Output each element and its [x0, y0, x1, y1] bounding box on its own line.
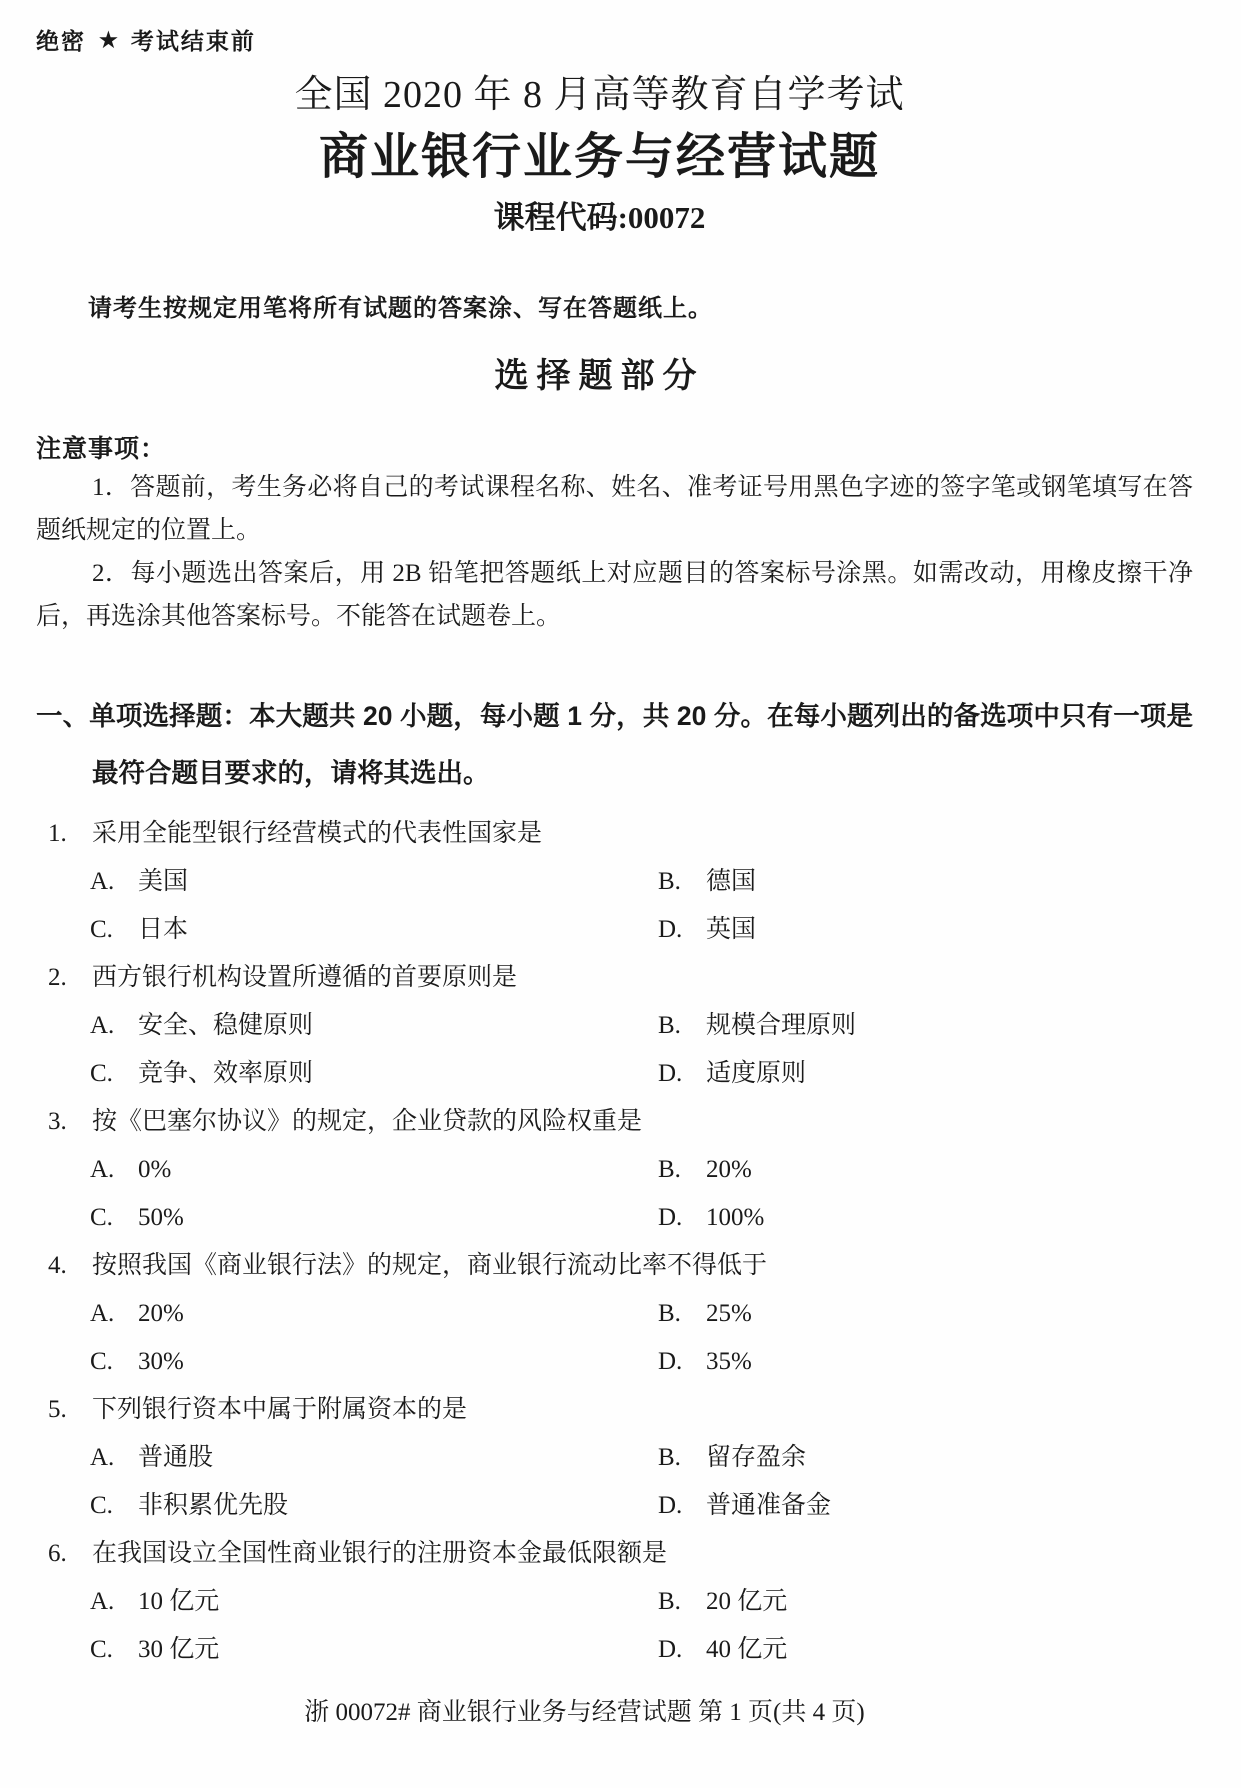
option-label: D.	[658, 1636, 683, 1663]
notice-item-2: 2．每小题选出答案后，用 2B 铅笔把答题纸上对应题目的答案标号涂黑。如需改动，用橡皮擦干净后，再选涂其他答案标号。不能答在试题卷上。	[36, 560, 1193, 630]
option-b	[658, 1578, 1193, 1626]
exam-title: 全国 2020 年 8 月高等教育自学考试	[294, 74, 905, 116]
option-text: 留存盈余	[706, 1444, 807, 1471]
classification-prefix: 绝密	[36, 28, 86, 54]
option-text: 35%	[706, 1348, 752, 1375]
option-label: C.	[90, 1636, 113, 1663]
option-text: 美国	[138, 868, 189, 895]
option-text: 0%	[138, 1156, 172, 1183]
question-text: 按照我国《商业银行法》的规定，商业银行流动比率不得低于	[92, 1252, 768, 1279]
classification-suffix: 考试结束前	[130, 28, 256, 54]
question-2	[36, 954, 1193, 1098]
option-d	[658, 1338, 1193, 1386]
course-code: 课程代码:00072	[493, 200, 706, 235]
option-text: 德国	[706, 868, 757, 895]
question-text-line	[48, 954, 1193, 1002]
option-b	[658, 1002, 1193, 1050]
page-footer: 浙 00072# 商业银行业务与经营试题 第 1 页(共 4 页)	[304, 1699, 865, 1726]
option-label: B.	[658, 1156, 681, 1183]
option-c	[90, 1338, 658, 1386]
option-c	[90, 1194, 658, 1242]
option-label: A.	[90, 1012, 115, 1039]
option-label: D.	[658, 916, 683, 943]
option-label: D.	[658, 1492, 683, 1519]
question-6	[36, 1530, 1193, 1674]
option-label: D.	[658, 1348, 683, 1375]
options-grid	[90, 858, 1193, 954]
option-text: 规模合理原则	[706, 1012, 857, 1039]
paper-title: 商业银行业务与经营试题	[318, 130, 880, 184]
question-text: 下列银行资本中属于附属资本的是	[92, 1396, 468, 1423]
options-grid	[90, 1434, 1193, 1530]
option-label: C.	[90, 1204, 113, 1231]
option-c	[90, 906, 658, 954]
option-label: C.	[90, 916, 113, 943]
question-number: 1.	[48, 820, 67, 847]
classification-banner	[36, 26, 1193, 56]
option-text: 安全、稳健原则	[138, 1012, 314, 1039]
question-number: 6.	[48, 1540, 67, 1567]
option-label: A.	[90, 868, 115, 895]
question-text-line	[48, 810, 1193, 858]
option-label: D.	[658, 1060, 683, 1087]
options-grid	[90, 1578, 1193, 1674]
option-text: 英国	[706, 916, 757, 943]
question-text: 在我国设立全国性商业银行的注册资本金最低限额是	[92, 1540, 668, 1567]
option-text: 非积累优先股	[138, 1492, 289, 1519]
option-text: 适度原则	[706, 1060, 807, 1087]
option-text: 20%	[138, 1300, 184, 1327]
question-4	[36, 1242, 1193, 1386]
option-text: 30%	[138, 1348, 184, 1375]
question-text-line	[48, 1098, 1193, 1146]
question-text: 按《巴塞尔协议》的规定，企业贷款的风险权重是	[92, 1108, 643, 1135]
question-text-line	[48, 1386, 1193, 1434]
option-text: 40 亿元	[706, 1636, 788, 1663]
option-a	[90, 1578, 658, 1626]
question-number: 2.	[48, 964, 67, 991]
answer-instruction: 请考生按规定用笔将所有试题的答案涂、写在答题纸上。	[88, 295, 713, 322]
option-d	[658, 1482, 1193, 1530]
notice-item-1: 1．答题前，考生务必将自己的考试课程名称、姓名、准考证号用黑色字迹的签字笔或钢笔填写在答题纸规定的位置上。	[36, 474, 1193, 544]
section-title: 选择题部分	[494, 357, 705, 395]
option-label: B.	[658, 1588, 681, 1615]
option-label: A.	[90, 1588, 115, 1615]
option-a	[90, 858, 658, 906]
option-d	[658, 906, 1193, 954]
question-text: 西方银行机构设置所遵循的首要原则是	[92, 964, 518, 991]
option-a	[90, 1434, 658, 1482]
option-label: B.	[658, 868, 681, 895]
option-d	[658, 1194, 1193, 1242]
option-b	[658, 1434, 1193, 1482]
option-label: C.	[90, 1492, 113, 1519]
option-label: A.	[90, 1300, 115, 1327]
question-text-line	[48, 1530, 1193, 1578]
question-number: 5.	[48, 1396, 67, 1423]
option-b	[658, 1146, 1193, 1194]
option-label: D.	[658, 1204, 683, 1231]
option-text: 普通准备金	[706, 1492, 832, 1519]
option-text: 20 亿元	[706, 1588, 788, 1615]
option-text: 50%	[138, 1204, 184, 1231]
option-text: 100%	[706, 1204, 765, 1231]
options-grid	[90, 1002, 1193, 1098]
option-c	[90, 1482, 658, 1530]
option-a	[90, 1290, 658, 1338]
option-text: 10 亿元	[138, 1588, 220, 1615]
options-grid	[90, 1290, 1193, 1386]
option-label: B.	[658, 1444, 681, 1471]
option-label: A.	[90, 1156, 115, 1183]
option-text: 20%	[706, 1156, 752, 1183]
option-text: 日本	[138, 916, 189, 943]
question-number: 3.	[48, 1108, 67, 1135]
option-label: C.	[90, 1060, 113, 1087]
question-list	[36, 810, 1193, 1674]
option-text: 普通股	[138, 1444, 214, 1471]
options-grid	[90, 1146, 1193, 1242]
option-a	[90, 1002, 658, 1050]
option-text: 25%	[706, 1300, 752, 1327]
option-label: B.	[658, 1300, 681, 1327]
question-text: 采用全能型银行经营模式的代表性国家是	[92, 820, 543, 847]
question-text-line	[48, 1242, 1193, 1290]
option-label: B.	[658, 1012, 681, 1039]
part-one-heading	[36, 688, 1193, 802]
option-b	[658, 858, 1193, 906]
option-c	[90, 1050, 658, 1098]
option-b	[658, 1290, 1193, 1338]
star-icon: ★	[99, 29, 118, 52]
option-d	[658, 1626, 1193, 1674]
option-text: 竞争、效率原则	[138, 1060, 314, 1087]
notice-heading: 注意事项：	[36, 435, 167, 463]
option-a	[90, 1146, 658, 1194]
question-1	[36, 810, 1193, 954]
option-c	[90, 1626, 658, 1674]
question-number: 4.	[48, 1252, 67, 1279]
question-5	[36, 1386, 1193, 1530]
question-3	[36, 1098, 1193, 1242]
option-text: 30 亿元	[138, 1636, 220, 1663]
part-one-heading-text: 单项选择题：本大题共 20 小题，每小题 1 分，共 20 分。在每小题列出的备选项中只有一项是最符合题目要求的，请将其选出。	[89, 701, 1193, 788]
option-label: A.	[90, 1444, 115, 1471]
part-one-heading-number: 一、	[36, 701, 90, 731]
option-d	[658, 1050, 1193, 1098]
option-label: C.	[90, 1348, 113, 1375]
